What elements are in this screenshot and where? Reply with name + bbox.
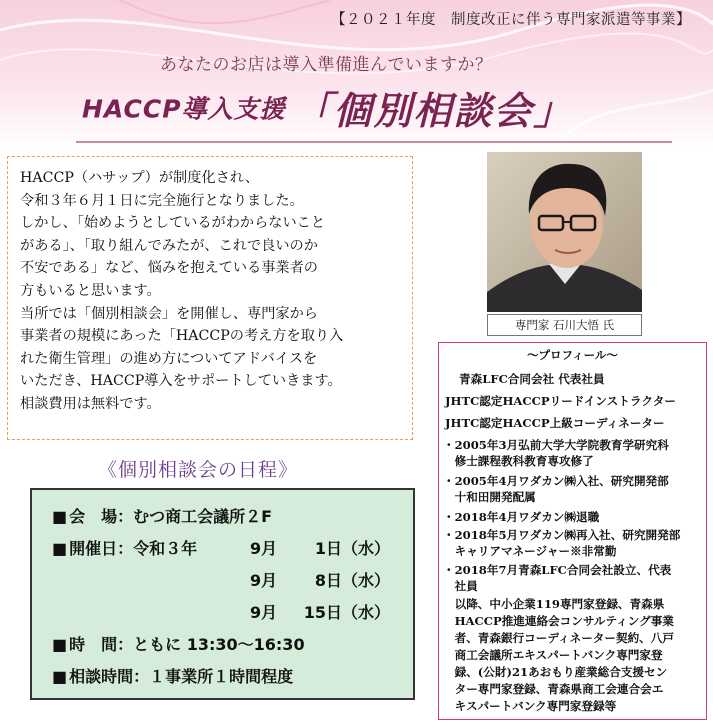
date-item (250, 568, 390, 591)
header-band (0, 0, 713, 150)
page-title (82, 80, 574, 135)
date-day: 8日 (314, 571, 342, 590)
intro-line: 不安である」など、悩みを抱えている事業者の (20, 260, 318, 277)
time-row (52, 632, 305, 655)
title-divider (76, 141, 672, 143)
profile-heading: ～プロフィール～ (527, 348, 618, 362)
venue-label: 会 場： (69, 507, 134, 526)
venue-value: むつ商工会議所２F (133, 507, 273, 526)
program-name: 【２０２１年度 制度改正に伴う専門家派遣等事業】 (331, 12, 691, 28)
title-main: 「個別相談会」 (293, 89, 574, 133)
profile-line: 以降、中小企業119専門家登録、青森県 (443, 597, 665, 611)
profile-line: ター専門家登録、青森県商工会連合会エ (443, 682, 664, 696)
profile-line: ・2018年4月ワダカン㈱退職 (443, 510, 600, 524)
expert-photo (487, 152, 642, 312)
profile-line: JHTC認定HACCPリードインストラクター (445, 394, 676, 408)
bullet-square: ■ (52, 539, 68, 558)
profile-box (438, 342, 707, 720)
profile-line: キスパートバンク専門家登録等 (443, 699, 617, 713)
intro-line: 相談費用は無料です。 (20, 395, 161, 412)
profile-line: ・2005年3月弘前大学大学院教育学研究科 (443, 438, 669, 452)
profile-line: 十和田開発配属 (443, 490, 536, 504)
date-month: 9月 (250, 539, 278, 558)
duration-label: 相談時間： (69, 667, 150, 686)
bullet-square: ■ (52, 667, 68, 686)
profile-line: 商工会議所エキスパートバンク専門家登 (443, 648, 663, 662)
bullet-square: ■ (52, 507, 68, 526)
schedule-box (30, 488, 415, 700)
profile-line: JHTC認定HACCP上級コーディネーター (445, 416, 665, 430)
intro-line: れた衛生管理」の進め方についてアドバイスを (20, 350, 318, 367)
date-era: 令和３年 (133, 539, 198, 558)
catch-copy: あなたのお店は導入準備進んでいますか？ (160, 55, 493, 75)
profile-line: 者、青森銀行コーディネーター契約、八戸 (443, 631, 674, 645)
schedule-title: 《個別相談会の日程》 (98, 459, 299, 481)
title-sub: HACCP導入支援 (82, 94, 286, 124)
intro-line: いただき、HACCP導入をサポートしていきます。 (20, 373, 342, 390)
expert-portrait-illustration (487, 152, 642, 312)
profile-line: キャリアマネージャー※非常勤 (443, 544, 617, 558)
date-day: 1日 (314, 539, 342, 558)
profile-line: ・2005年4月ワダカン㈱入社、研究開発部 (443, 474, 669, 488)
profile-line: ・2018年7月青森LFC合同会社設立、代表 (443, 563, 672, 577)
intro-line: しかし、「始めようとしているがわからないこと (20, 215, 326, 232)
duration-row (52, 664, 293, 687)
date-item (250, 536, 390, 559)
date-weekday: （水） (342, 571, 391, 590)
intro-box (7, 156, 413, 440)
date-label: 開催日： (69, 539, 134, 558)
time-label: 時 間： (69, 635, 134, 654)
date-row (52, 536, 197, 559)
date-weekday: （水） (342, 539, 391, 558)
date-month: 9月 (250, 571, 278, 590)
date-day: 15日 (303, 603, 342, 622)
intro-line: 事業者の規模にあった「HACCPの考え方を取り入 (20, 328, 344, 345)
date-weekday: （水） (342, 603, 391, 622)
intro-line: 当所では「個別相談会」を開催し、専門家から (20, 305, 318, 322)
expert-caption: 専門家 石川大悟 氏 (487, 314, 642, 336)
profile-line: 青森LFC合同会社 代表社員 (459, 372, 605, 386)
intro-line: がある」、「取り組んでみたが、これで良いのか (20, 237, 318, 254)
profile-line: HACCP推進連絡会コンサルティング事業 (443, 614, 674, 628)
profile-line: ・2018年5月ワダカン㈱再入社、研究開発部 (443, 528, 681, 542)
intro-line: 令和３年６月１日に完全施行となりました。 (20, 192, 304, 209)
intro-line: 方もいると思います。 (20, 282, 161, 299)
time-value: ともに 13:30～16:30 (133, 635, 305, 654)
profile-line: 社員 (443, 579, 478, 593)
bullet-square: ■ (52, 635, 68, 654)
profile-line: 修士課程教科教育専攻修了 (443, 454, 594, 468)
profile-line: 録、(公財)21あおもり産業総合支援セン (443, 665, 668, 679)
date-item (250, 600, 390, 623)
duration-value: １事業所１時間程度 (149, 667, 294, 686)
date-month: 9月 (250, 603, 278, 622)
venue-row (52, 504, 272, 527)
intro-line: HACCP（ハサップ）が制度化され、 (20, 170, 260, 186)
